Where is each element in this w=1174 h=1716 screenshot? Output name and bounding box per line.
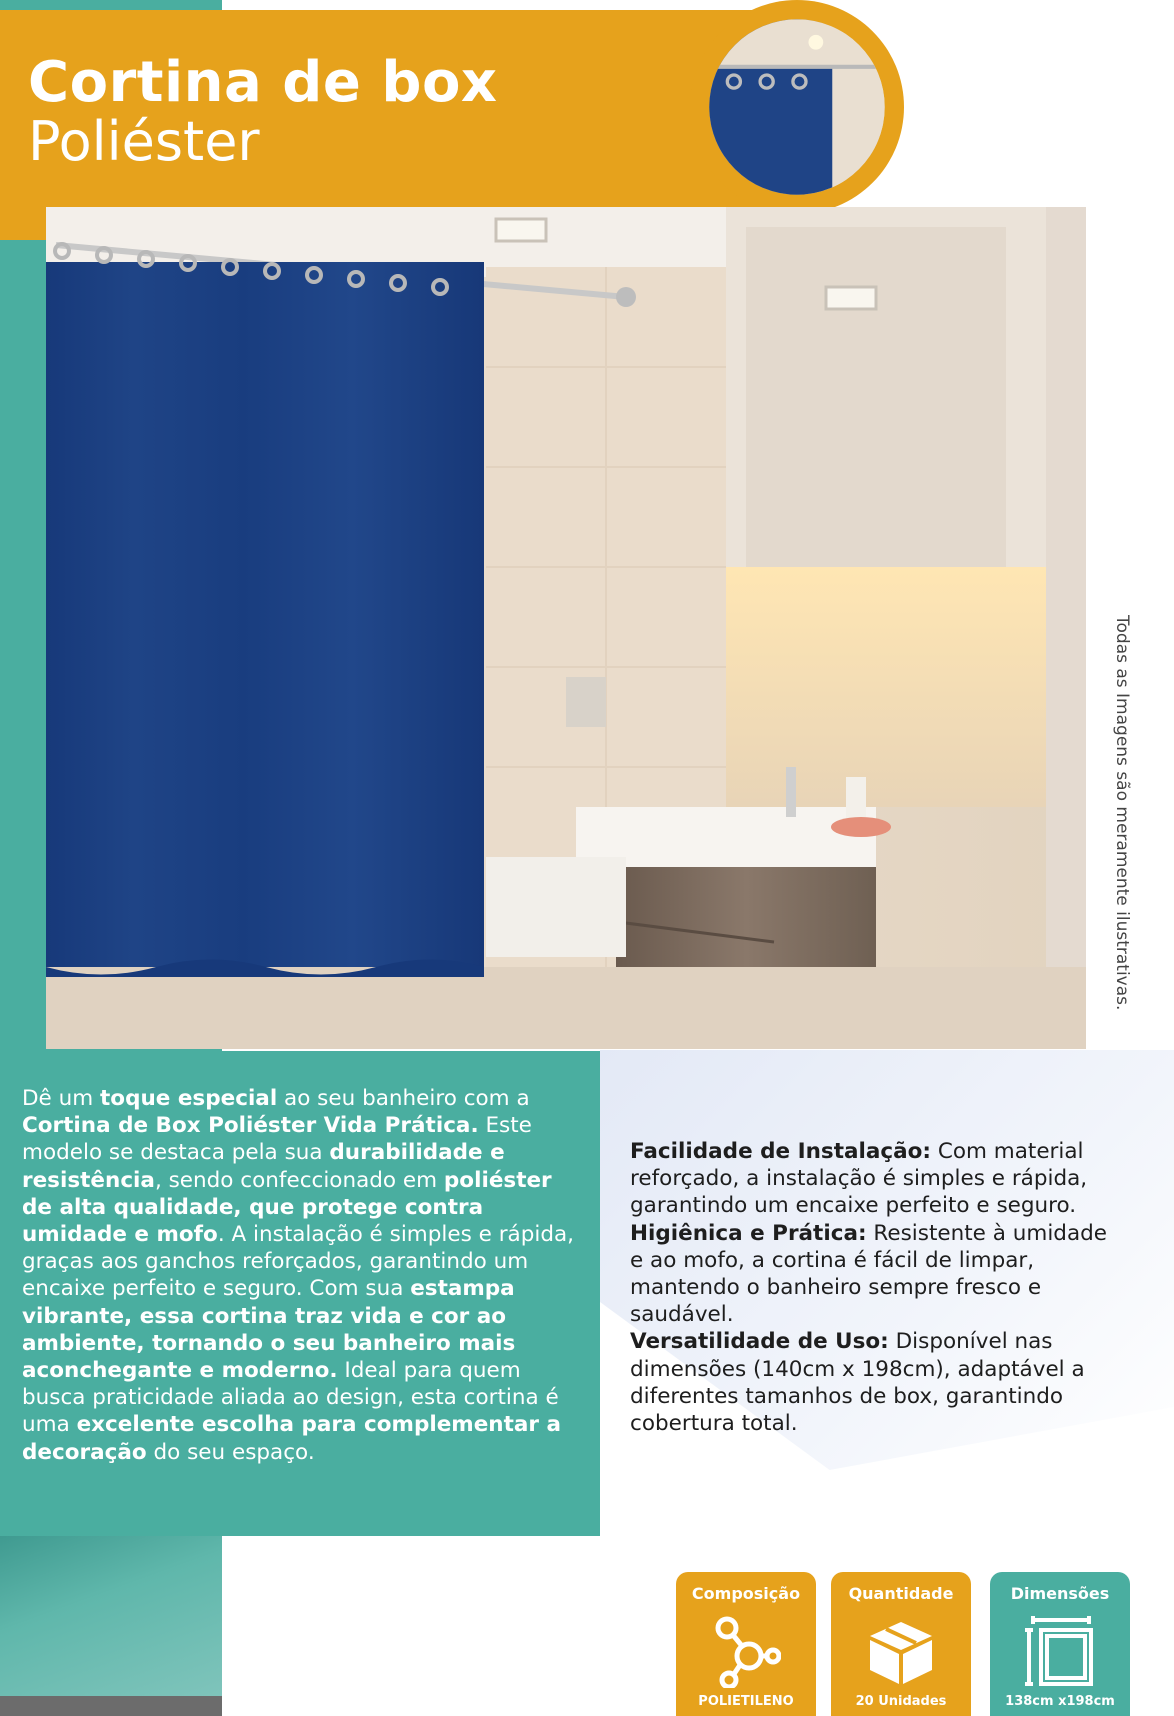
feature-text: Disponível nas dimensões (140cm x 198cm), adaptável a diferentes tamanhos de box, garantindo cobertura total.	[630, 1329, 1085, 1437]
description-highlight: excelente escolha para complementar a decoração	[22, 1412, 561, 1465]
description-segment: , sendo confeccionado em	[154, 1167, 444, 1193]
description-highlight: durabilidade e resistência	[22, 1140, 505, 1193]
feature-text: Com material reforçado, a instalação é simples e rápida, garantindo um encaixe perfeito e seguro.	[630, 1139, 1088, 1219]
badge-value: 138cm x198cm	[1005, 1694, 1115, 1709]
badge-dimensions	[990, 1572, 1130, 1716]
curtain-detail-illustration	[709, 19, 884, 194]
dimensions-icon	[1025, 1614, 1095, 1688]
description-segment: Ideal para quem busca praticidade aliada ao design, esta cortina é uma	[22, 1358, 559, 1438]
feature-label: Versatilidade de Uso:	[630, 1329, 889, 1355]
description-text	[22, 1085, 588, 1466]
badge-quantity	[831, 1572, 971, 1716]
badge-title: Quantidade	[848, 1584, 954, 1603]
feature-item	[630, 1138, 1110, 1220]
features-list	[630, 1138, 1110, 1437]
detail-circle-image	[709, 19, 884, 194]
description-segment: ao seu banheiro com a	[277, 1086, 530, 1111]
feature-item	[630, 1220, 1110, 1329]
badge-value: 20 Unidades	[855, 1694, 947, 1709]
feature-label: Facilidade de Instalação:	[630, 1139, 931, 1164]
illustrative-images-note: Todas as Imagens são meramente ilustrativas.	[1112, 615, 1132, 1011]
description-segment: Dê um	[22, 1086, 101, 1111]
description-highlight: Cortina de Box Poliéster Vida Prática.	[22, 1113, 479, 1139]
bathroom-illustration	[46, 207, 1086, 1049]
badge-title: Dimensões	[1010, 1584, 1110, 1603]
badge-title: Composição	[691, 1584, 801, 1603]
feature-label: Higiênica e Prática:	[630, 1220, 867, 1246]
description-highlight: toque especial	[100, 1086, 278, 1111]
badge-composition	[676, 1572, 816, 1716]
description-segment: Este modelo se destaca pela sua	[22, 1113, 532, 1166]
description-highlight: estampa vibrante, essa cortina traz vida e cor ao ambiente, tornando o seu banheiro mais aconchegante e moderno.	[22, 1276, 516, 1384]
left-bottom-strip	[0, 1696, 222, 1716]
page-title: Cortina de box	[28, 50, 498, 115]
feature-item	[630, 1328, 1110, 1437]
description-segment: . A instalação é simples e rápida, graças aos ganchos reforçados, garantindo um encaixe perfeito e seguro. Com sua	[22, 1222, 574, 1302]
page-subtitle: Poliéster	[28, 110, 260, 173]
description-highlight: poliéster de alta qualidade, que protege contra umidade e mofo	[22, 1167, 552, 1248]
description-segment: do seu espaço.	[146, 1439, 315, 1465]
feature-text: Resistente à umidade e ao mofo, a cortina é fácil de limpar, mantendo o banheiro sempre fresco e saudável.	[630, 1220, 1107, 1328]
left-bottom-decor	[0, 1535, 222, 1696]
molecule-icon	[711, 1614, 781, 1688]
badge-value: POLIETILENO	[698, 1694, 794, 1709]
product-photo	[46, 207, 1086, 1049]
box-icon	[866, 1614, 936, 1688]
